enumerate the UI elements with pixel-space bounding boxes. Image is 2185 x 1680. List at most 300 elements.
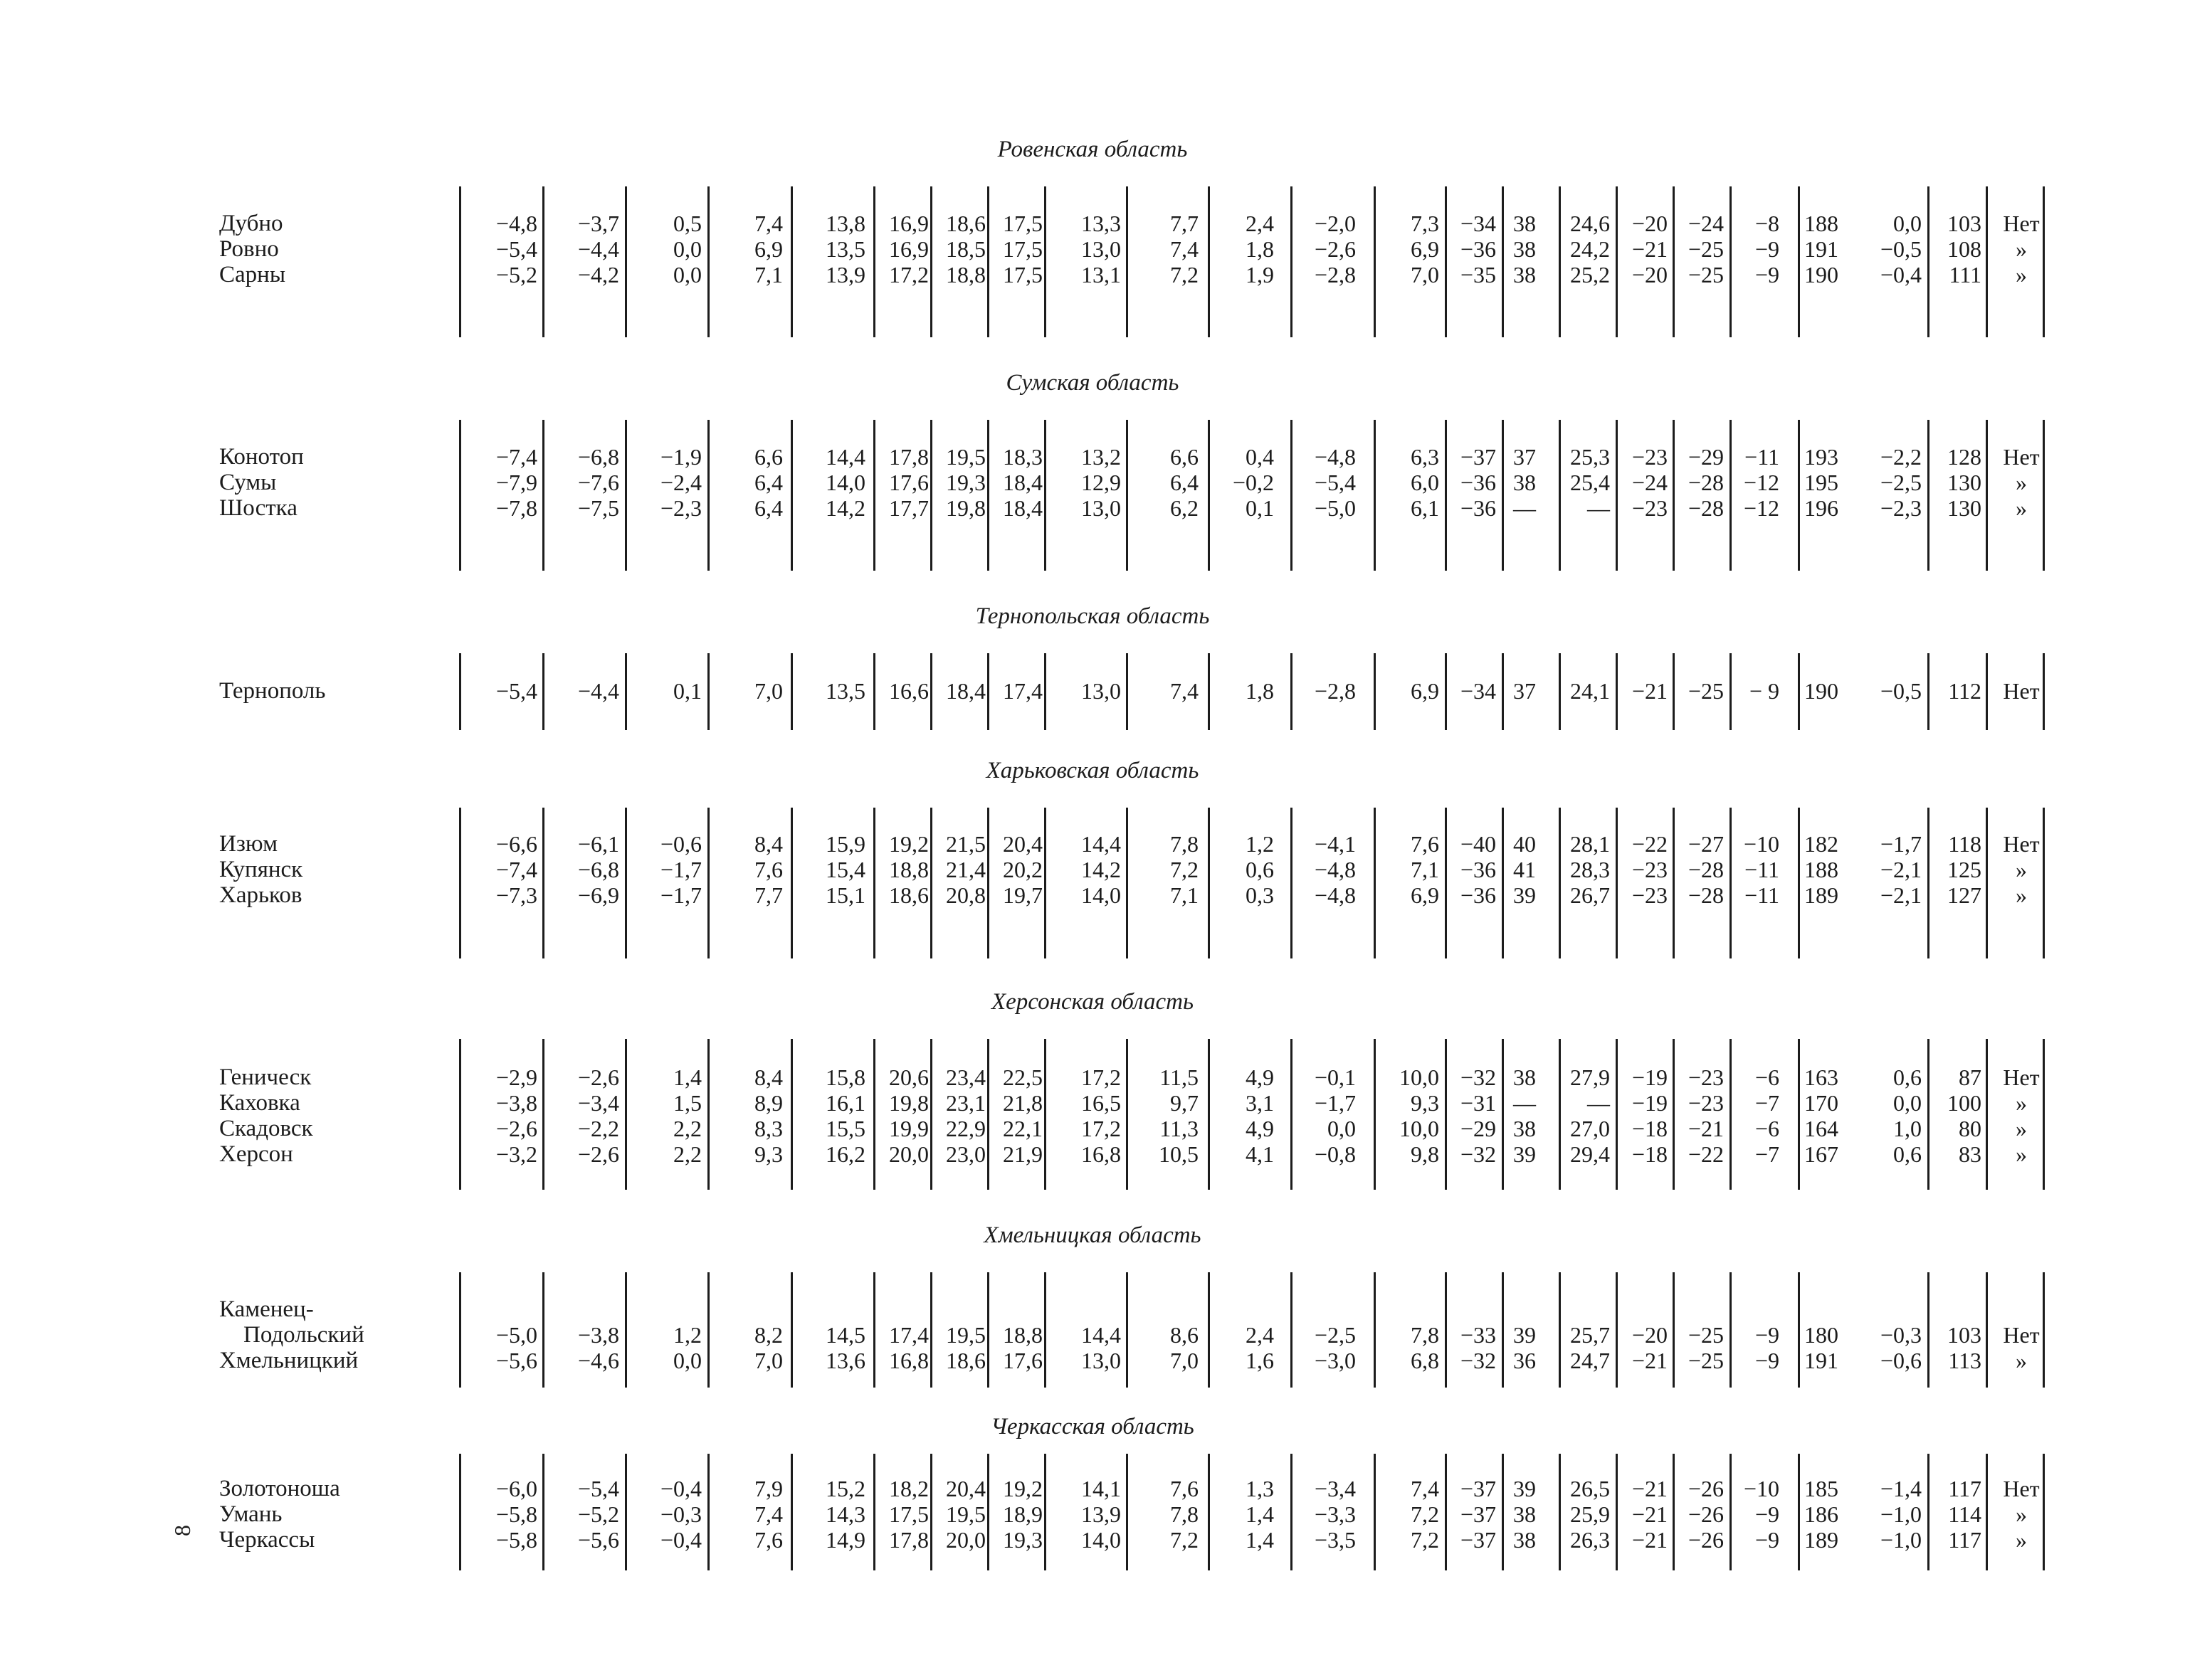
table-cell: 18,4 [946, 678, 986, 704]
table-cell: 8,4 [754, 831, 783, 857]
station-name: Харьков [219, 882, 302, 908]
table-cell: — [1513, 495, 1536, 521]
table-row [0, 1322, 2185, 1348]
remark-cell: Нет [2003, 831, 2040, 857]
table-cell: 191 [1804, 236, 1838, 262]
table-cell: 1,4 [673, 1064, 702, 1090]
table-cell: 108 [1947, 236, 1981, 262]
table-cell: −25 [1688, 678, 1724, 704]
table-cell: 0,1 [1246, 495, 1274, 521]
table-cell: −10 [1743, 831, 1779, 857]
table-cell: 195 [1804, 470, 1838, 495]
station-name: Сумы [219, 470, 277, 495]
table-cell: 6,1 [1411, 495, 1439, 521]
table-cell: −29 [1688, 444, 1724, 470]
table-cell: −9 [1754, 1527, 1779, 1553]
table-cell: 6,2 [1170, 495, 1199, 521]
table-cell: 38 [1513, 1116, 1536, 1141]
section-title: Хмельницкая область [984, 1222, 1201, 1248]
table-cell: 128 [1947, 444, 1981, 470]
table-cell: −0,4 [660, 1476, 702, 1501]
table-cell: −9 [1754, 262, 1779, 287]
table-cell: 22,9 [946, 1116, 986, 1141]
table-row [0, 262, 2185, 287]
table-cell: 13,6 [826, 1348, 865, 1373]
table-cell: −2,3 [660, 495, 702, 521]
table-cell: 25,2 [1570, 262, 1610, 287]
table-cell: −12 [1743, 495, 1779, 521]
table-cell: −29 [1460, 1116, 1496, 1141]
table-cell: 196 [1804, 495, 1838, 521]
table-cell: 21,8 [1003, 1090, 1043, 1116]
table-cell: 18,4 [1003, 495, 1043, 521]
table-cell: −23 [1631, 444, 1668, 470]
table-cell: 189 [1804, 1527, 1838, 1553]
table-cell: 20,0 [946, 1527, 986, 1553]
table-cell: 6,9 [1411, 882, 1439, 908]
table-cell: −20 [1631, 211, 1668, 236]
table-cell: −32 [1460, 1064, 1496, 1090]
table-cell: 0,6 [1893, 1141, 1922, 1167]
table-cell: 19,9 [889, 1116, 929, 1141]
table-cell: 19,3 [1003, 1527, 1043, 1553]
table-cell: 130 [1947, 470, 1981, 495]
table-cell: −25 [1688, 262, 1724, 287]
table-cell: 6,8 [1411, 1348, 1439, 1373]
table-cell: 20,4 [1003, 831, 1043, 857]
table-cell: 6,3 [1411, 444, 1439, 470]
table-cell: 8,2 [754, 1322, 783, 1348]
table-cell: 7,0 [754, 678, 783, 704]
table-row [0, 831, 2185, 857]
table-cell: −37 [1460, 1527, 1496, 1553]
table-cell: 118 [1948, 831, 1981, 857]
table-cell: −37 [1460, 1476, 1496, 1501]
table-cell: −6 [1754, 1116, 1779, 1141]
table-cell: 19,2 [889, 831, 929, 857]
table-cell: 1,9 [1246, 262, 1274, 287]
table-cell: 189 [1804, 882, 1838, 908]
table-cell: −2,3 [1880, 495, 1922, 521]
table-cell: 1,2 [673, 1322, 702, 1348]
remark-cell: » [2016, 882, 2027, 908]
table-cell: 6,9 [1411, 236, 1439, 262]
table-cell: −3,0 [1314, 1348, 1356, 1373]
table-cell: 18,5 [946, 236, 986, 262]
table-cell: 0,5 [673, 211, 702, 236]
table-cell: 1,8 [1246, 678, 1274, 704]
table-cell: −36 [1460, 495, 1496, 521]
remark-cell: Нет [2003, 678, 2040, 704]
table-row [0, 857, 2185, 882]
table-row [0, 236, 2185, 262]
table-cell: 0,0 [1893, 211, 1922, 236]
table-cell: −34 [1460, 678, 1496, 704]
table-cell: 19,8 [889, 1090, 929, 1116]
table-cell: −7 [1754, 1090, 1779, 1116]
section-title: Сумская область [1006, 370, 1179, 396]
table-cell: −4,4 [577, 236, 619, 262]
table-cell: −1,0 [1880, 1501, 1922, 1527]
table-cell: 167 [1804, 1141, 1838, 1167]
table-cell: −0,2 [1232, 470, 1274, 495]
table-cell: 6,4 [754, 495, 783, 521]
table-cell: 16,5 [1081, 1090, 1121, 1116]
table-cell: −22 [1631, 831, 1668, 857]
table-cell: 26,3 [1570, 1527, 1610, 1553]
remark-cell: Нет [2003, 211, 2040, 236]
table-cell: 7,4 [754, 211, 783, 236]
table-cell: −21 [1631, 236, 1668, 262]
table-cell: 17,8 [889, 444, 929, 470]
table-cell: −7,5 [577, 495, 619, 521]
table-cell: 0,0 [673, 236, 702, 262]
table-cell: 13,2 [1081, 444, 1121, 470]
table-cell: −31 [1460, 1090, 1496, 1116]
table-cell: 6,9 [1411, 678, 1439, 704]
table-cell: 14,5 [826, 1322, 865, 1348]
table-cell: −3,5 [1314, 1527, 1356, 1553]
table-cell: 41 [1513, 857, 1536, 882]
table-cell: 15,8 [826, 1064, 865, 1090]
table-cell: 19,2 [1003, 1476, 1043, 1501]
table-cell: −0,8 [1314, 1141, 1356, 1167]
station-name: Ровно [219, 236, 279, 262]
table-cell: 6,9 [754, 236, 783, 262]
table-cell: 1,2 [1246, 831, 1274, 857]
table-cell: 16,6 [889, 678, 929, 704]
table-row [0, 470, 2185, 495]
table-cell: −21 [1631, 1527, 1668, 1553]
table-cell: 2,2 [673, 1116, 702, 1141]
table-cell: −0,6 [660, 831, 702, 857]
table-cell: −7,3 [495, 882, 537, 908]
table-cell: 38 [1513, 1501, 1536, 1527]
table-cell: −20 [1631, 262, 1668, 287]
table-cell: −0,1 [1314, 1064, 1356, 1090]
table-cell: 4,9 [1246, 1116, 1274, 1141]
table-cell: 13,0 [1081, 1348, 1121, 1373]
table-cell: 17,5 [889, 1501, 929, 1527]
table-row [0, 1116, 2185, 1141]
station-name: Изюм [219, 831, 278, 857]
station-name: Конотоп [219, 444, 304, 470]
table-cell: 16,8 [889, 1348, 929, 1373]
table-cell: −6 [1754, 1064, 1779, 1090]
table-cell: −6,8 [577, 857, 619, 882]
table-cell: 7,1 [1411, 857, 1439, 882]
table-cell: 111 [1949, 262, 1981, 287]
table-cell: −37 [1460, 1501, 1496, 1527]
table-cell: −4,8 [1314, 857, 1356, 882]
table-cell: −1,7 [1314, 1090, 1356, 1116]
table-cell: 24,1 [1570, 678, 1610, 704]
table-row [0, 444, 2185, 470]
table-cell: 23,0 [946, 1141, 986, 1167]
table-cell: 7,4 [1170, 236, 1199, 262]
table-cell: −2,6 [577, 1064, 619, 1090]
table-cell: 17,6 [889, 470, 929, 495]
table-cell: −5,6 [495, 1348, 537, 1373]
table-cell: −35 [1460, 262, 1496, 287]
page-number: 8 [169, 1525, 195, 1536]
table-cell: 19,7 [1003, 882, 1043, 908]
table-cell: −23 [1631, 495, 1668, 521]
table-cell: 18,6 [946, 211, 986, 236]
table-cell: 191 [1804, 1348, 1838, 1373]
table-cell: −8 [1754, 211, 1779, 236]
table-cell: 14,2 [1081, 857, 1121, 882]
table-cell: 117 [1948, 1476, 1981, 1501]
table-cell: 190 [1804, 262, 1838, 287]
table-cell: −3,4 [1314, 1476, 1356, 1501]
table-cell: 6,0 [1411, 470, 1439, 495]
table-cell: 170 [1804, 1090, 1838, 1116]
table-cell: 13,1 [1081, 262, 1121, 287]
remark-cell: Нет [2003, 1476, 2040, 1501]
table-cell: −0,5 [1880, 236, 1922, 262]
table-cell: −5,2 [577, 1501, 619, 1527]
table-cell: −2,5 [1880, 470, 1922, 495]
table-cell: −23 [1688, 1090, 1724, 1116]
table-cell: −5,8 [495, 1501, 537, 1527]
table-cell: −20 [1631, 1322, 1668, 1348]
table-cell: 7,2 [1170, 857, 1199, 882]
table-cell: 15,1 [826, 882, 865, 908]
remark-cell: Нет [2003, 1064, 2040, 1090]
table-cell: 19,8 [946, 495, 986, 521]
section-title: Херсонская область [991, 989, 1194, 1015]
table-cell: −1,9 [660, 444, 702, 470]
table-cell: 19,5 [946, 1501, 986, 1527]
table-cell: −2,2 [1880, 444, 1922, 470]
table-cell: 7,0 [754, 1348, 783, 1373]
table-cell: 103 [1947, 211, 1981, 236]
table-cell: 14,9 [826, 1527, 865, 1553]
table-cell: −32 [1460, 1141, 1496, 1167]
table-cell: 7,0 [1170, 1348, 1199, 1373]
table-cell: 7,4 [754, 1501, 783, 1527]
table-cell: 7,2 [1411, 1527, 1439, 1553]
table-cell: −2,8 [1314, 678, 1356, 704]
table-cell: −36 [1460, 882, 1496, 908]
section-title: Харьковская область [986, 758, 1199, 783]
table-cell: 38 [1513, 211, 1536, 236]
table-cell: 0,4 [1246, 444, 1274, 470]
table-cell: −11 [1744, 444, 1779, 470]
remark-cell: » [2016, 470, 2027, 495]
station-name: Хмельницкий [219, 1348, 359, 1373]
table-cell: 37 [1513, 444, 1536, 470]
remark-cell: » [2016, 857, 2027, 882]
table-cell: −0,3 [1880, 1322, 1922, 1348]
table-cell: −0,5 [1880, 678, 1922, 704]
table-cell: 24,6 [1570, 211, 1610, 236]
remark-cell: » [2016, 236, 2027, 262]
table-cell: 39 [1513, 1322, 1536, 1348]
table-cell: 14,0 [1081, 882, 1121, 908]
table-cell: −9 [1754, 1348, 1779, 1373]
station-name: Дубно [219, 211, 283, 236]
table-cell: 8,4 [754, 1064, 783, 1090]
table-cell: 14,4 [1081, 1322, 1121, 1348]
table-row [0, 1141, 2185, 1167]
table-cell: 4,1 [1246, 1141, 1274, 1167]
table-cell: 0,1 [673, 678, 702, 704]
table-row [0, 1501, 2185, 1527]
table-cell: 18,9 [1003, 1501, 1043, 1527]
table-cell: 10,5 [1159, 1141, 1199, 1167]
table-cell: −21 [1631, 678, 1668, 704]
table-cell: −7,9 [495, 470, 537, 495]
remark-cell: » [2016, 1090, 2027, 1116]
table-cell: 20,6 [889, 1064, 929, 1090]
table-cell: −6,9 [577, 882, 619, 908]
table-row [0, 1527, 2185, 1553]
table-cell: 25,4 [1570, 470, 1610, 495]
table-cell: 38 [1513, 1527, 1536, 1553]
table-cell: 1,0 [1893, 1116, 1922, 1141]
table-cell: −3,2 [495, 1141, 537, 1167]
table-cell: −9 [1754, 1501, 1779, 1527]
table-cell: 18,8 [946, 262, 986, 287]
table-cell: −22 [1688, 1141, 1724, 1167]
table-cell: 18,2 [889, 1476, 929, 1501]
table-cell: 18,4 [1003, 470, 1043, 495]
table-cell: 7,8 [1170, 831, 1199, 857]
table-cell: −5,0 [495, 1322, 537, 1348]
table-cell: −1,7 [1880, 831, 1922, 857]
station-name: Золотоноша [219, 1476, 340, 1501]
table-cell: −36 [1460, 470, 1496, 495]
table-cell: 112 [1948, 678, 1981, 704]
table-cell: −1,7 [660, 857, 702, 882]
table-cell: −40 [1460, 831, 1496, 857]
table-cell: 9,7 [1170, 1090, 1199, 1116]
table-cell: −9 [1754, 1322, 1779, 1348]
table-cell: 20,2 [1003, 857, 1043, 882]
table-cell: 22,1 [1003, 1116, 1043, 1141]
table-cell: 164 [1804, 1116, 1838, 1141]
table-cell: 14,0 [826, 470, 865, 495]
table-row [0, 882, 2185, 908]
table-cell: −0,4 [1880, 262, 1922, 287]
table-cell: −21 [1631, 1348, 1668, 1373]
table-cell: −5,4 [577, 1476, 619, 1501]
station-name: Подольский [243, 1322, 364, 1348]
remark-cell: » [2016, 1501, 2027, 1527]
table-cell: 0,0 [673, 1348, 702, 1373]
table-cell: −9 [1754, 236, 1779, 262]
table-cell: 17,5 [1003, 262, 1043, 287]
table-row [0, 1064, 2185, 1090]
table-cell: −5,4 [1314, 470, 1356, 495]
table-cell: −5,4 [495, 678, 537, 704]
table-cell: 17,7 [889, 495, 929, 521]
table-cell: 180 [1804, 1322, 1838, 1348]
table-cell: 12,9 [1081, 470, 1121, 495]
station-name: Сарны [219, 262, 285, 287]
table-cell: 7,8 [1411, 1322, 1439, 1348]
table-cell: 40 [1513, 831, 1536, 857]
table-cell: 7,7 [754, 882, 783, 908]
table-cell: 188 [1804, 857, 1838, 882]
table-cell: −4,8 [1314, 444, 1356, 470]
table-cell: 39 [1513, 1141, 1536, 1167]
table-cell: −28 [1688, 882, 1724, 908]
table-cell: −24 [1688, 211, 1724, 236]
table-cell: −26 [1688, 1527, 1724, 1553]
table-cell: 24,7 [1570, 1348, 1610, 1373]
table-row [0, 1476, 2185, 1501]
table-cell: −25 [1688, 236, 1724, 262]
table-cell: −36 [1460, 236, 1496, 262]
table-cell: 188 [1804, 211, 1838, 236]
table-cell: 14,2 [826, 495, 865, 521]
table-cell: −11 [1744, 882, 1779, 908]
table-cell: −19 [1631, 1064, 1668, 1090]
table-cell: 4,9 [1246, 1064, 1274, 1090]
table-cell: −7,4 [495, 857, 537, 882]
table-cell: −36 [1460, 857, 1496, 882]
table-cell: −26 [1688, 1476, 1724, 1501]
table-cell: −23 [1631, 857, 1668, 882]
table-cell: 23,1 [946, 1090, 986, 1116]
table-cell: 14,0 [1081, 1527, 1121, 1553]
table-cell: 21,9 [1003, 1141, 1043, 1167]
table-cell: 103 [1947, 1322, 1981, 1348]
table-cell: −2,6 [1314, 236, 1356, 262]
table-cell: 25,7 [1570, 1322, 1610, 1348]
table-cell: −2,6 [495, 1116, 537, 1141]
table-cell: 38 [1513, 236, 1536, 262]
table-cell: 23,4 [946, 1064, 986, 1090]
table-cell: 186 [1804, 1501, 1838, 1527]
table-cell: 10,0 [1399, 1116, 1439, 1141]
table-cell: 17,2 [889, 262, 929, 287]
table-cell: 163 [1804, 1064, 1838, 1090]
remark-cell: » [2016, 495, 2027, 521]
table-cell: 0,6 [1893, 1064, 1922, 1090]
table-cell: 190 [1804, 678, 1838, 704]
table-cell: 17,2 [1081, 1116, 1121, 1141]
table-cell: 182 [1804, 831, 1838, 857]
table-cell: −2,8 [1314, 262, 1356, 287]
table-cell: 14,4 [1081, 831, 1121, 857]
table-row [0, 678, 2185, 704]
table-cell: 17,5 [1003, 236, 1043, 262]
table-cell: −25 [1688, 1322, 1724, 1348]
table-cell: 39 [1513, 882, 1536, 908]
table-cell: −0,4 [660, 1527, 702, 1553]
table-cell: −21 [1631, 1476, 1668, 1501]
table-cell: 20,0 [889, 1141, 929, 1167]
table-cell: 0,0 [673, 262, 702, 287]
table-cell: −1,4 [1880, 1476, 1922, 1501]
table-cell: 7,3 [1411, 211, 1439, 236]
table-cell: 8,6 [1170, 1322, 1199, 1348]
table-cell: 21,4 [946, 857, 986, 882]
table-row [0, 1090, 2185, 1116]
table-cell: −2,6 [577, 1141, 619, 1167]
station-name: Умань [219, 1501, 283, 1527]
table-cell: 13,0 [1081, 678, 1121, 704]
table-cell: −23 [1631, 882, 1668, 908]
table-cell: 26,5 [1570, 1476, 1610, 1501]
table-cell: 19,5 [946, 1322, 986, 1348]
table-cell: 13,0 [1081, 236, 1121, 262]
table-cell: −4,4 [577, 678, 619, 704]
